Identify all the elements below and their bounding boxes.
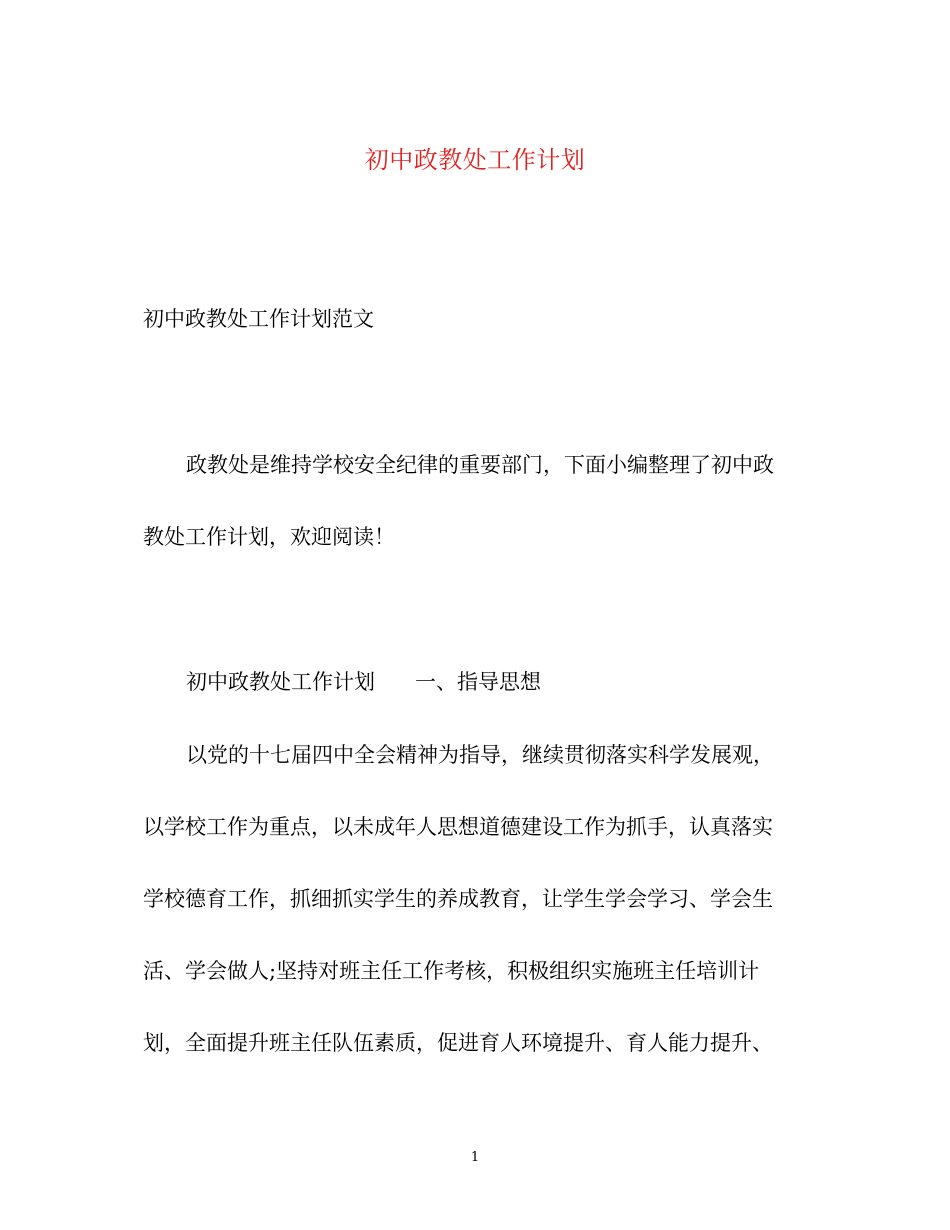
- body-line-4: 活、学会做人;坚持对班主任工作考核，积极组织实施班主任培训计: [143, 959, 760, 983]
- document-subtitle: 初中政教处工作计划范文: [143, 307, 374, 331]
- body-line-1: 以党的十七届四中全会精神为指导，继续贯彻落实科学发展观，: [186, 743, 774, 767]
- section-label: 初中政教处工作计划: [186, 670, 375, 694]
- intro-line-1: 政教处是维持学校安全纪律的重要部门，下面小编整理了初中政: [186, 453, 774, 477]
- section-heading-line: [186, 667, 541, 697]
- intro-line-2: 教处工作计划，欢迎阅读！: [143, 525, 395, 549]
- section-heading: 一、指导思想: [415, 670, 541, 694]
- body-line-5: 划，全面提升班主任队伍素质，促进育人环境提升、育人能力提升、: [143, 1031, 773, 1055]
- body-line-2: 以学校工作为重点，以未成年人思想道德建设工作为抓手，认真落实: [143, 815, 773, 839]
- page-number: 1: [470, 1150, 480, 1165]
- body-line-3: 学校德育工作，抓细抓实学生的养成教育，让学生学会学习、学会生: [143, 887, 773, 911]
- document-title: 初中政教处工作计划: [364, 146, 586, 174]
